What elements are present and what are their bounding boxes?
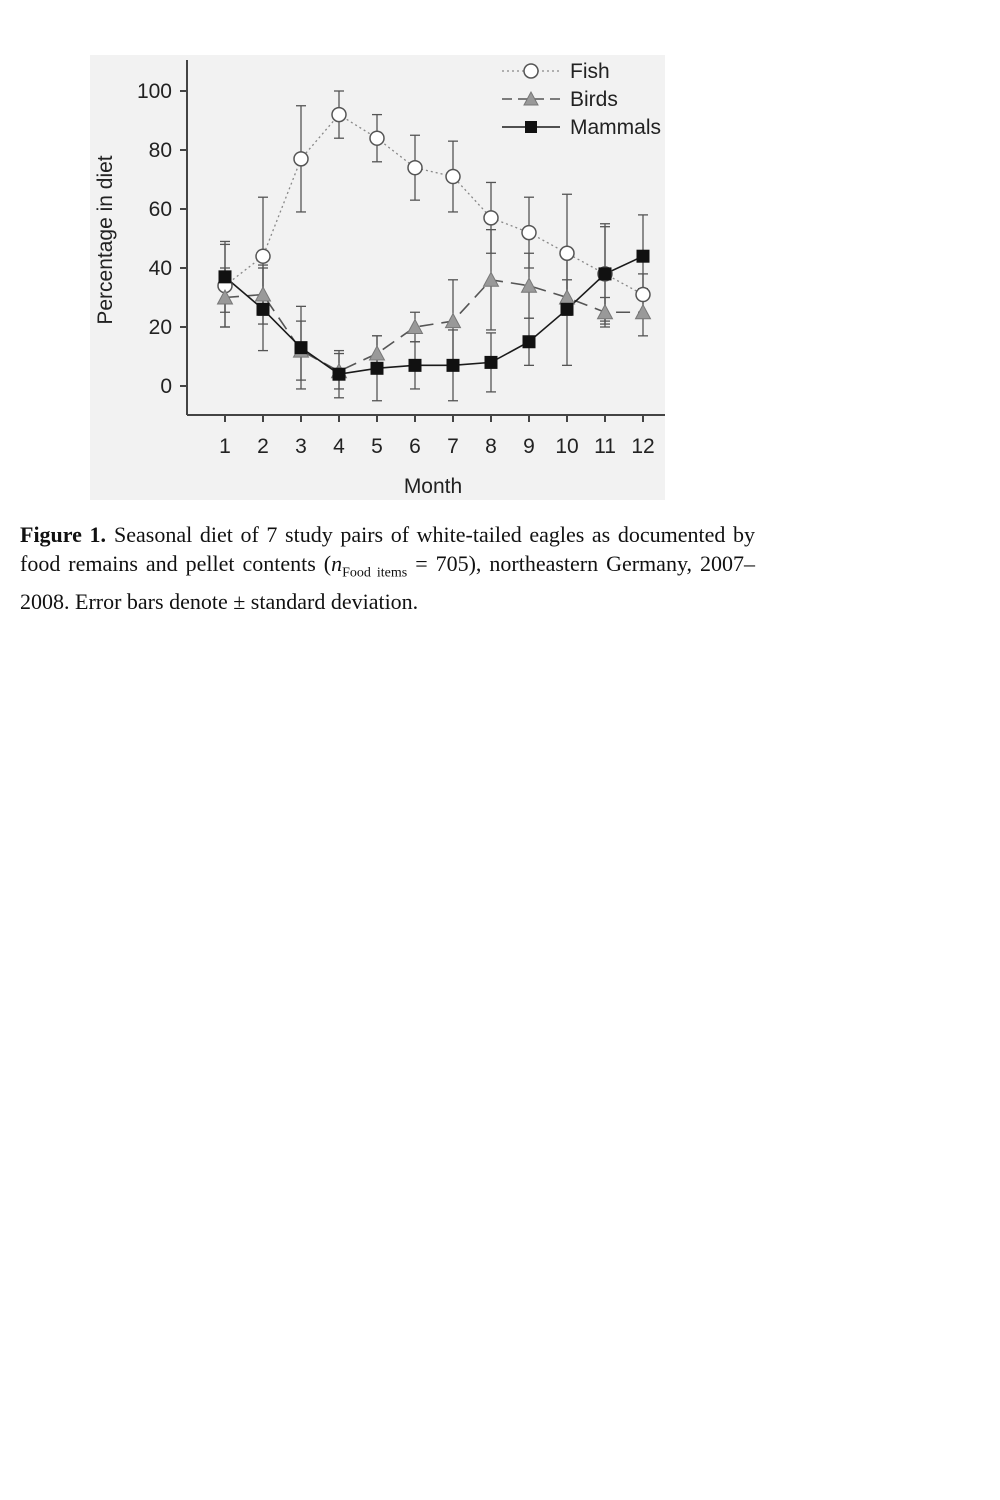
x-tick-label-3: 3	[295, 435, 307, 458]
fish-point-6	[408, 161, 422, 175]
fish-point-10	[560, 246, 574, 260]
x-tick-label-11: 11	[594, 435, 616, 458]
fish-point-12	[636, 288, 650, 302]
birds-point-11	[598, 305, 613, 319]
x-tick-label-10: 10	[555, 435, 579, 458]
y-tick-label-40: 40	[148, 257, 172, 280]
birds-point-8	[484, 272, 499, 286]
birds-point-7	[446, 314, 461, 328]
line-chart	[90, 55, 665, 500]
fish-point-8	[484, 211, 498, 225]
mammals-point-12	[637, 250, 650, 263]
legend-fish-label: Fish	[570, 60, 610, 83]
caption-n-symbol: n	[331, 551, 343, 576]
mammals-point-11	[599, 267, 612, 280]
mammals-point-3	[295, 341, 308, 354]
y-axis-title: Percentage in diet	[94, 155, 117, 325]
y-tick-label-80: 80	[148, 139, 172, 162]
x-tick-label-1: 1	[219, 435, 231, 458]
fish-point-3	[294, 152, 308, 166]
mammals-point-4	[333, 368, 346, 381]
y-tick-label-20: 20	[148, 316, 172, 339]
caption-n-subscript: Food items	[342, 565, 408, 581]
caption-text-end: = 705), northeastern Germany, 2007–2008. Error bars denote ± standard deviation.	[20, 551, 755, 615]
y-tick-label-0: 0	[160, 375, 172, 398]
x-tick-label-8: 8	[485, 435, 497, 458]
caption-text-start: Seasonal diet of 7 study pairs of white-tailed eagles as documented by food remains and pellet contents (	[20, 522, 756, 576]
fish-point-4	[332, 108, 346, 122]
fish-point-9	[522, 226, 536, 240]
mammals-point-9	[523, 335, 536, 348]
birds-series-line	[225, 280, 643, 371]
mammals-point-1	[219, 270, 232, 283]
legend-birds-label: Birds	[570, 88, 618, 111]
fish-point-5	[370, 131, 384, 145]
x-axis-title: Month	[403, 475, 463, 498]
chart-figure	[90, 55, 665, 500]
x-tick-label-2: 2	[257, 435, 269, 458]
mammals-point-2	[257, 303, 270, 316]
birds-point-10	[560, 290, 575, 304]
mammals-point-6	[409, 359, 422, 372]
x-tick-label-5: 5	[371, 435, 383, 458]
x-tick-label-12: 12	[631, 435, 655, 458]
mammals-point-5	[371, 362, 384, 375]
mammals-point-7	[447, 359, 460, 372]
mammals-series-line	[225, 256, 643, 374]
x-tick-label-4: 4	[333, 435, 345, 458]
figure-caption	[20, 520, 755, 616]
x-tick-label-7: 7	[447, 435, 459, 458]
fish-point-2	[256, 249, 270, 263]
legend-mammals-marker	[525, 121, 537, 133]
y-tick-label-60: 60	[148, 198, 172, 221]
legend-fish-marker	[524, 64, 538, 78]
y-tick-label-100: 100	[136, 80, 172, 103]
fish-series-line	[225, 115, 643, 295]
x-tick-label-6: 6	[409, 435, 421, 458]
x-tick-label-9: 9	[523, 435, 535, 458]
birds-point-5	[370, 346, 385, 360]
birds-point-12	[636, 305, 651, 319]
fish-point-7	[446, 170, 460, 184]
mammals-point-10	[561, 303, 574, 316]
mammals-point-8	[485, 356, 498, 369]
birds-point-2	[256, 287, 271, 301]
caption-label: Figure 1.	[20, 522, 107, 547]
legend-mammals-label: Mammals	[570, 116, 662, 139]
